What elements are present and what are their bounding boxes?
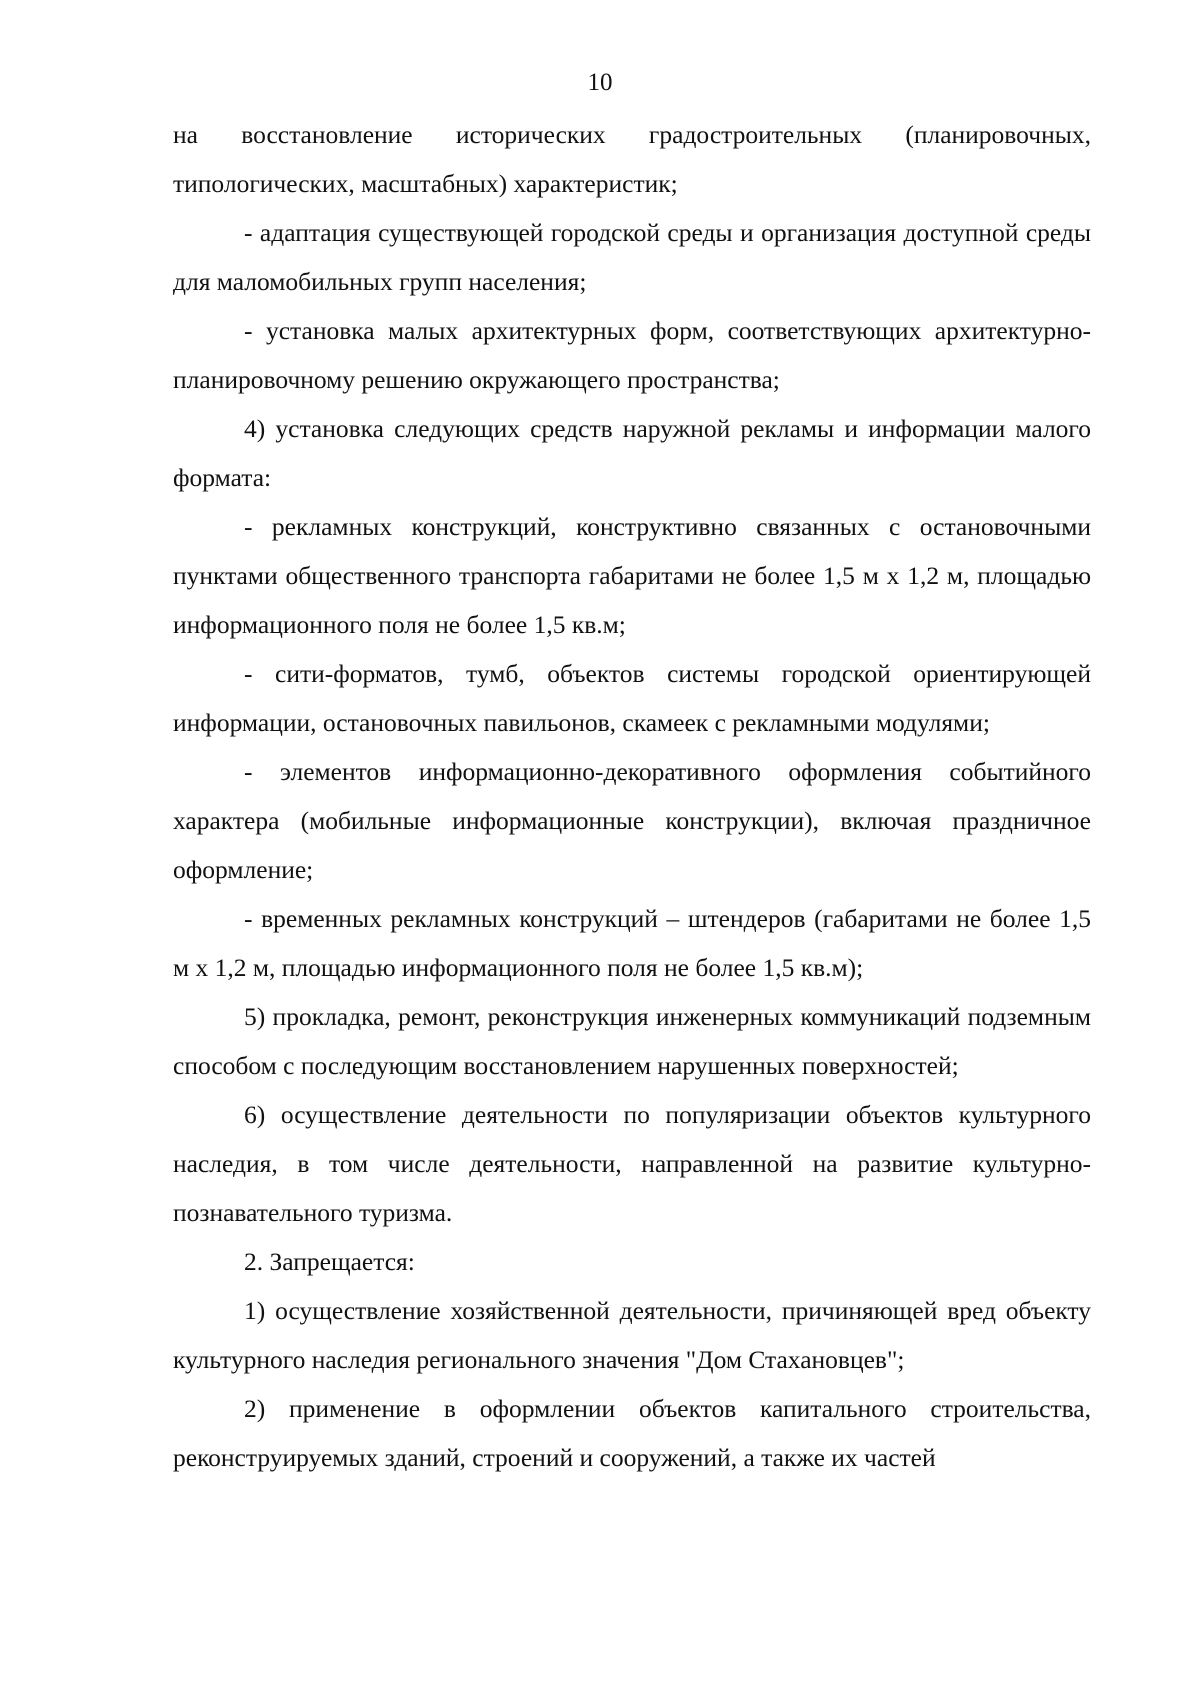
paragraph-item-5-utilities: 5) прокладка, ремонт, реконструкция инженерных коммуникаций подземным способом с последующим восстановлением нарушенных поверхностей; [173,1002,1091,1080]
document-body [173,110,1091,1482]
paragraph-historic-restoration: на восстановление исторических градостроительных (планировочных, типологических, масштабных) характеристик; [173,120,1091,198]
paragraph-section-2-prohibited: 2. Запрещается: [244,1247,415,1276]
paragraph-small-architectural-forms: - установка малых архитектурных форм, соответствующих архитектурно-планировочному решению окружающего пространства; [173,316,1091,394]
paragraph-decorative-elements: - элементов информационно-декоративного оформления событийного характера (мобильные информационные конструкции), включая праздничное оформление; [173,757,1091,884]
paragraph-temporary-structures: - временных рекламных конструкций – штендеров (габаритами не более 1,5 м х 1,2 м, площадью информационного поля не более 1,5 кв.м); [173,904,1091,982]
paragraph-city-formats: - сити-форматов, тумб, объектов системы городской ориентирующей информации, остановочных павильонов, скамеек с рекламными модулями; [173,659,1091,737]
page-number: 10 [587,69,613,96]
paragraph-prohibited-item-2: 2) применение в оформлении объектов капитального строительства, реконструируемых зданий, строений и сооружений, а также их частей [173,1394,1091,1472]
paragraph-urban-environment-adaptation: - адаптация существующей городской среды и организация доступной среды для маломобильных групп населения; [173,218,1091,296]
paragraph-advertising-structures: - рекламных конструкций, конструктивно связанных с остановочными пунктами общественного транспорта габаритами не более 1,5 м х 1,2 м, площадью информационного поля не более 1,5 кв.м; [173,512,1091,639]
paragraph-item-4-outdoor-advertising: 4) установка следующих средств наружной рекламы и информации малого формата: [173,414,1091,492]
paragraph-item-6-popularization: 6) осуществление деятельности по популяризации объектов культурного наследия, в том числе деятельности, направленной на развитие культурно-познавательного туризма. [173,1100,1091,1227]
paragraph-prohibited-item-1: 1) осуществление хозяйственной деятельности, причиняющей вред объекту культурного наследия регионального значения "Дом Стахановцев"; [173,1296,1091,1374]
